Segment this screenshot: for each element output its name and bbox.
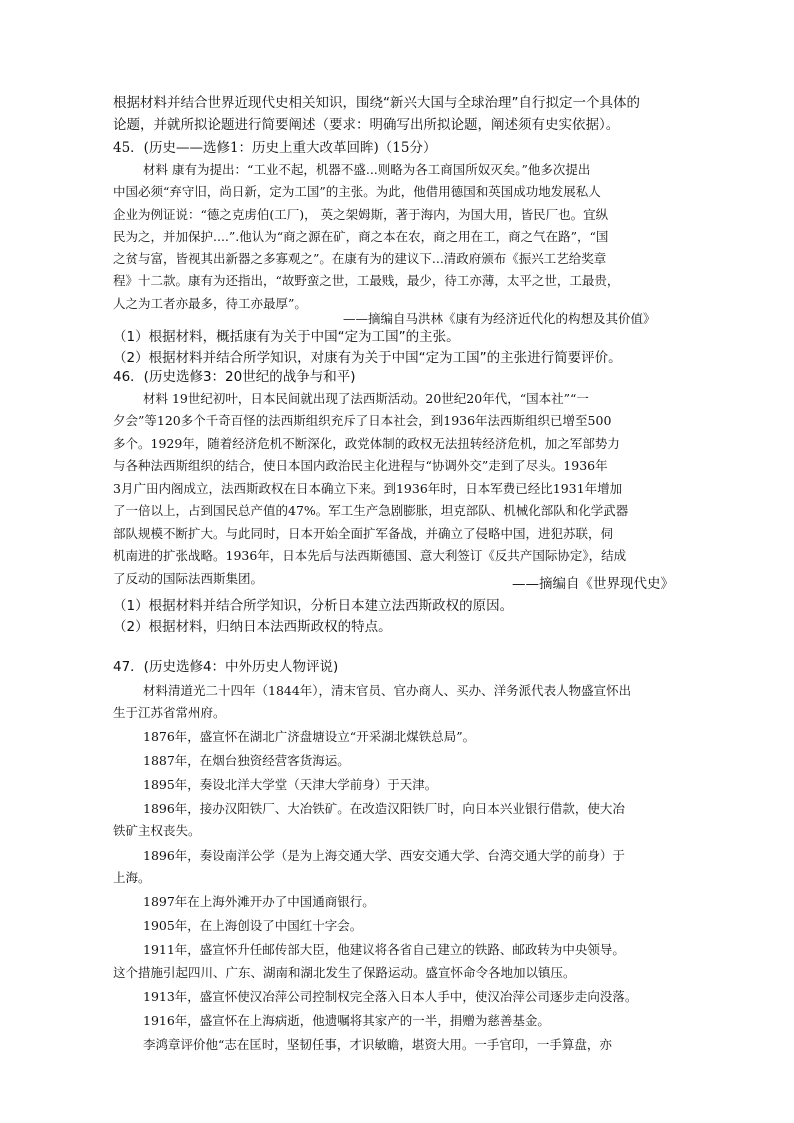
q47-material-line: 1876年，盛宣怀在湖北广济盘塘设立“开采湖北煤铁总局”。 — [143, 729, 476, 744]
q45-question: （1）根据材料，概括康有为关于中国“定为工国”的主张。 — [113, 329, 460, 345]
q46-material-line: 多个。1929年，随着经济危机不断深化，政党体制的政权无法扭转经济危机，加之军部势力 — [113, 436, 620, 451]
q46-source: ——摘编自《世界现代史》 — [512, 576, 674, 592]
q46-material-line: 夕会”等120多个千奇百怪的法西斯组织充斥了日本社会，到1936年法西斯组织已增至500 — [113, 413, 612, 428]
q45-material-line: 人之为工者亦最多，待工亦最厚”。 — [113, 296, 307, 311]
q47-material-line: 铁矿主权丧失。 — [113, 823, 201, 838]
q46-material-line: 与各种法西斯组织的结合，使日本国内政治民主化进程与“协调外交”走到了尽头。1936年 — [113, 458, 608, 473]
q45-material-line: 程》十二款。康有为还指出，“故野蛮之世，工最贱，最少，待工亦薄，太平之世，工最贵， — [113, 273, 620, 288]
q46-material-line: 部队规模不断扩大。与此同时，日本开始全面扩军备战，并确立了侵略中国，进犯苏联，伺 — [113, 526, 614, 541]
q47-material-line: 1896年，接办汉阳铁厂、大冶铁矿。在改造汉阳铁厂时，向日本兴业银行借款，使大冶 — [143, 801, 625, 816]
q47-material-line: 1887年，在烟台独资经营客货海运。 — [143, 753, 350, 768]
q46-material-line: 了一倍以上，占到国民总产值的47%。军工生产急剧膨胀，坦克部队、机械化部队和化学武器 — [113, 503, 629, 518]
q47-material-line: 1916年，盛宣怀在上海病逝，他遗嘱将其家产的一半，捐赠为慈善基金。 — [143, 1013, 550, 1028]
q45-material-line: 材料 康有为提出：“工业不起，机器不盛...则略为各工商国所奴灭矣。”他多次提出 — [143, 162, 591, 177]
q46-heading: 46．(历史选修3：20世纪的战争与和平) — [113, 369, 356, 385]
q46-material-line: 3月广田内阁成立，法西斯政权在日本确立下来。到1936年时，日本军费已经比1931年增加 — [113, 481, 623, 496]
q45-question: （2）根据材料并结合所学知识，对康有为关于中国“定为工国”的主张进行简要评价。 — [113, 350, 622, 366]
q47-material-line: 这个措施引起四川、广东、湖南和湖北发生了保路运动。盛宣怀命令各地加以镇压。 — [113, 965, 576, 980]
q45-material-line: 之贫与富，皆视其出新器之多寡观之”。在康有为的建议下...清政府颁布《振兴工艺给奖章 — [113, 251, 607, 266]
q46-question: （2）根据材料，归纳日本法西斯政权的特点。 — [113, 619, 392, 635]
q45-source: ——摘编自马洪林《康有为经济近代化的构想及其价值》 — [343, 311, 656, 326]
q46-question: （1）根据材料并结合所学知识，分析日本建立法西斯政权的原因。 — [113, 598, 514, 614]
q47-material-line: 李鸿章评价他“志在匡时，坚韧任事，才识敏瞻，堪资大用。一手官印，一手算盘，亦 — [143, 1037, 612, 1052]
q45-heading: 45．(历史——选修1：历史上重大改革回眸)（15分） — [113, 140, 437, 156]
q45-material-line: 中国必须“弃守旧，尚日新，定为工国”的主张。为此，他借用德国和英国成功地发展私人 — [113, 184, 601, 199]
q47-material-line: 上海。 — [113, 870, 151, 885]
q46-material-line: 材料 19世纪初叶，日本民间就出现了法西斯活动。20世纪20年代，“国本社”“一 — [143, 391, 589, 406]
q47-material-line: 1896年，奏设南洋公学（是为上海交通大学、西安交通大学、台湾交通大学的前身）于 — [143, 848, 625, 863]
q47-material-line: 1905年，在上海创设了中国红十字会。 — [143, 918, 363, 933]
q47-material-line: 1911年，盛宣怀升任邮传部大臣，他建议将各省自己建立的铁路、邮政转为中央领导。 — [143, 942, 625, 957]
q46-material-line: 了反动的国际法西斯集团。 — [113, 571, 264, 586]
q47-material-line: 生于江苏省常州府。 — [113, 705, 226, 720]
q47-heading: 47．(历史选修4：中外历史人物评说) — [113, 659, 339, 675]
intro-line: 根据材料并结合世界近现代史相关知识，围绕“新兴大国与全球治理”自行拟定一个具体的 — [113, 95, 640, 111]
q47-material-line: 1897年在上海外滩开办了中国通商银行。 — [143, 894, 375, 909]
q47-material-line: 材料清道光二十四年（1844年），清末官员、官办商人、买办、洋务派代表人物盛宣怀出 — [143, 683, 632, 698]
q47-material-line: 1895年，奏设北洋大学堂（天津大学前身）于天津。 — [143, 777, 438, 792]
q45-material-line: 企业为例证说：“德之克虏伯(工厂)， 英之架姆斯，著于海内，为国大用，皆民厂也。宜纵 — [113, 207, 609, 222]
q46-material-line: 机南进的扩张战略。1936年，日本先后与法西斯德国、意大利签订《反共产国际协定》，结成 — [113, 548, 627, 563]
q45-material-line: 民为之，并加保护....”.他认为“商之源在矿，商之本在农，商之用在工，商之气在路”，“国 — [113, 229, 609, 244]
q47-material-line: 1913年，盛宣怀使汉冶萍公司控制权完全落入日本人手中，使汉冶萍公司逐步走向没落。 — [143, 989, 638, 1004]
intro-line: 论题，并就所拟论题进行简要阐述（要求：明确写出所拟论题，阐述须有史实依据）。 — [113, 117, 620, 133]
